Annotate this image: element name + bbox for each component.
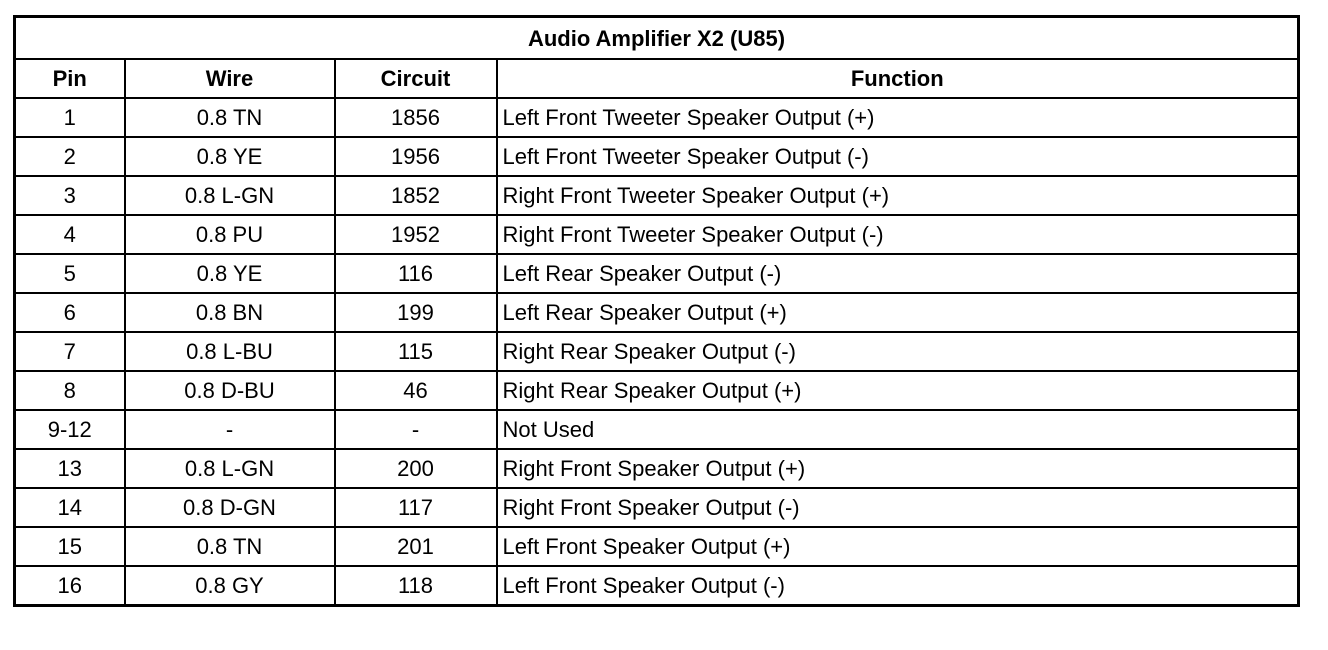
circuit-cell: 115 [335,332,497,371]
wire-cell: 0.8 BN [125,293,335,332]
table-row [15,527,1299,566]
circuit-cell: 1856 [335,98,497,137]
function-cell: Left Rear Speaker Output (+) [497,293,1299,332]
circuit-cell: - [335,410,497,449]
table-row [15,137,1299,176]
wire-cell: - [125,410,335,449]
wire-cell: 0.8 PU [125,215,335,254]
table-row [15,410,1299,449]
circuit-cell: 46 [335,371,497,410]
circuit-cell: 1852 [335,176,497,215]
table-header-row [15,59,1299,98]
table-row [15,488,1299,527]
function-cell: Left Front Speaker Output (+) [497,527,1299,566]
connector-pinout-table [13,15,1300,607]
wire-cell: 0.8 L-GN [125,449,335,488]
function-cell: Right Front Speaker Output (-) [497,488,1299,527]
function-cell: Not Used [497,410,1299,449]
circuit-cell: 199 [335,293,497,332]
pin-cell: 5 [15,254,125,293]
circuit-cell: 1956 [335,137,497,176]
function-cell: Left Rear Speaker Output (-) [497,254,1299,293]
pin-cell: 8 [15,371,125,410]
pin-cell: 2 [15,137,125,176]
circuit-cell: 117 [335,488,497,527]
wire-cell: 0.8 D-GN [125,488,335,527]
table-row [15,176,1299,215]
table-row [15,254,1299,293]
wire-cell: 0.8 YE [125,254,335,293]
pin-cell: 15 [15,527,125,566]
column-header-pin: Pin [15,59,125,98]
circuit-cell: 200 [335,449,497,488]
circuit-cell: 116 [335,254,497,293]
wire-cell: 0.8 TN [125,98,335,137]
function-cell: Right Front Speaker Output (+) [497,449,1299,488]
circuit-cell: 118 [335,566,497,606]
pin-cell: 6 [15,293,125,332]
pin-cell: 13 [15,449,125,488]
table-row [15,371,1299,410]
function-cell: Right Rear Speaker Output (+) [497,371,1299,410]
pin-cell: 9-12 [15,410,125,449]
table-row [15,98,1299,137]
pin-cell: 14 [15,488,125,527]
wire-cell: 0.8 L-BU [125,332,335,371]
wire-cell: 0.8 GY [125,566,335,606]
table-title-row [15,17,1299,60]
table-row [15,215,1299,254]
pin-cell: 4 [15,215,125,254]
function-cell: Right Rear Speaker Output (-) [497,332,1299,371]
table-title: Audio Amplifier X2 (U85) [15,17,1299,60]
function-cell: Left Front Tweeter Speaker Output (-) [497,137,1299,176]
pin-cell: 3 [15,176,125,215]
wire-cell: 0.8 L-GN [125,176,335,215]
wire-cell: 0.8 TN [125,527,335,566]
circuit-cell: 1952 [335,215,497,254]
pin-cell: 16 [15,566,125,606]
column-header-circuit: Circuit [335,59,497,98]
table-row [15,293,1299,332]
pin-cell: 7 [15,332,125,371]
function-cell: Left Front Speaker Output (-) [497,566,1299,606]
table-row [15,332,1299,371]
table-row [15,566,1299,606]
function-cell: Right Front Tweeter Speaker Output (+) [497,176,1299,215]
pin-cell: 1 [15,98,125,137]
wire-cell: 0.8 YE [125,137,335,176]
function-cell: Left Front Tweeter Speaker Output (+) [497,98,1299,137]
circuit-cell: 201 [335,527,497,566]
column-header-function: Function [497,59,1299,98]
function-cell: Right Front Tweeter Speaker Output (-) [497,215,1299,254]
table-row [15,449,1299,488]
column-header-wire: Wire [125,59,335,98]
wire-cell: 0.8 D-BU [125,371,335,410]
